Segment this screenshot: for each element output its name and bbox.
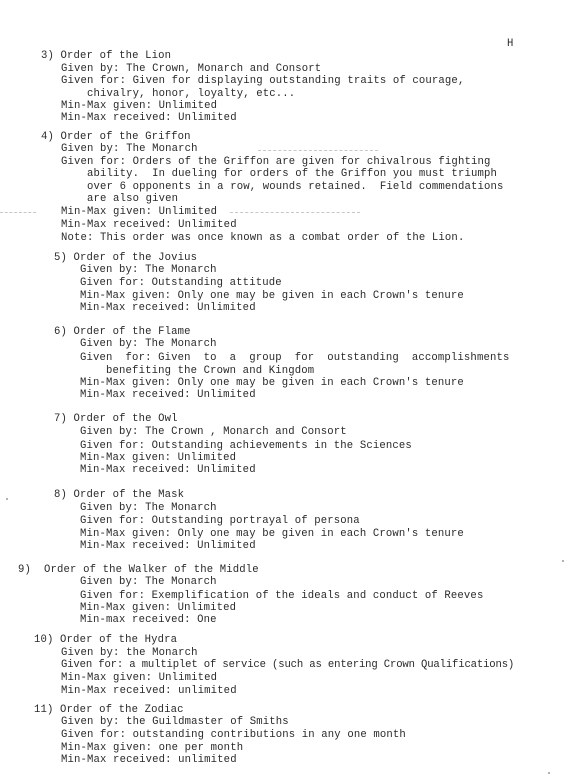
scan-speck: [548, 772, 550, 774]
order-number: 5): [54, 252, 68, 264]
order-title: Order of the Owl: [73, 413, 178, 425]
order-line: Min-Max received: Unlimited: [80, 389, 256, 401]
order-title: Order of the Walker of the Middle: [44, 564, 259, 576]
order-line: Min-Max received: Unlimited: [80, 540, 256, 552]
order-line: ability. In dueling for orders of the Griffon you must triumph: [61, 168, 497, 180]
order-line: Given by: The Monarch: [61, 143, 198, 155]
order-title: Order of the Griffon: [60, 131, 191, 143]
order-line: Min-Max given: Unlimited: [80, 602, 237, 614]
order-line: Min-Max given: Unlimited: [80, 452, 237, 464]
order-line: Min-Max given: Unlimited: [61, 672, 218, 684]
order-line: Given for: Exemplification of the ideals and conduct of Reeves: [80, 590, 484, 602]
order-line: Given by: the Monarch: [61, 647, 198, 659]
order-line: Min-Max given: one per month: [61, 742, 244, 754]
order-line: Min-Max received: Unlimited: [80, 464, 256, 476]
order-line: Min-Max given: Only one may be given in each Crown's tenure: [80, 377, 464, 389]
order-line: Given for: Outstanding portrayal of persona: [80, 515, 360, 527]
order-title: Order of the Jovius: [73, 252, 198, 264]
order-line: Given by: The Monarch: [80, 338, 217, 350]
order-number: 4): [41, 131, 55, 143]
order-note: Note: This order was once known as a combat order of the Lion.: [61, 232, 465, 244]
order-line: Given for: outstanding contributions in any one month: [61, 729, 406, 741]
order-title: Order of the Hydra: [60, 634, 178, 646]
order-line: Given for: Outstanding achievements in the Sciences: [80, 440, 412, 452]
order-line: Min-Max received: unlimited: [61, 754, 237, 766]
order-line: chivalry, honor, loyalty, etc...: [61, 88, 296, 100]
order-title: Order of the Flame: [73, 326, 191, 338]
scan-rule: [258, 150, 378, 151]
order-line: Min-Max received: Unlimited: [61, 112, 237, 124]
order-number: 8): [54, 489, 68, 501]
order-title: Order of the Mask: [73, 489, 185, 501]
order-line: Min-Max received: unlimited: [61, 685, 237, 697]
order-heading: [54, 413, 178, 425]
order-line: Min-Max received: Unlimited: [80, 302, 256, 314]
scan-speck: [6, 498, 8, 500]
order-heading: [34, 704, 184, 716]
page-number: H: [507, 38, 514, 50]
scan-rule: [230, 212, 360, 213]
order-line: Given by: The Crown, Monarch and Consort: [61, 63, 322, 75]
order-line: Min-Max given: Only one may be given in each Crown's tenure: [80, 290, 464, 302]
order-number: 3): [41, 50, 55, 62]
order-heading: [54, 252, 197, 264]
order-line: Given for: a multiplet of service (such as entering Crown Qualifications): [61, 659, 515, 671]
order-title: Order of the Lion: [60, 50, 172, 62]
scan-speck: [562, 560, 564, 562]
order-heading: [54, 326, 191, 338]
order-line: Given by: the Guildmaster of Smiths: [61, 716, 289, 728]
order-line: Given for: Orders of the Griffon are given for chivalrous fighting: [61, 156, 491, 168]
order-line: Min-max received: One: [80, 614, 217, 626]
order-line: are also given: [61, 193, 179, 205]
order-number: 6): [54, 326, 68, 338]
order-line: Given for: Outstanding attitude: [80, 277, 282, 289]
order-line: over 6 opponents in a row, wounds retained. Field commendations: [61, 181, 504, 193]
order-number: 10): [34, 634, 54, 646]
order-title: Order of the Zodiac: [60, 704, 184, 716]
order-line: Given by: The Monarch: [80, 264, 217, 276]
order-heading: [54, 489, 184, 501]
order-heading: [34, 634, 177, 646]
order-line: Given for: Given for displaying outstanding traits of courage,: [61, 75, 465, 87]
order-line: Min-Max given: Only one may be given in each Crown's tenure: [80, 528, 464, 540]
order-line: Min-Max given: Unlimited: [61, 206, 218, 218]
order-heading: [41, 50, 171, 62]
order-heading: [18, 564, 259, 576]
order-heading: [41, 131, 191, 143]
order-line: Min-Max received: Unlimited: [61, 219, 237, 231]
order-line: Given by: The Crown , Monarch and Consort: [80, 426, 347, 438]
order-line: Min-Max given: Unlimited: [61, 100, 218, 112]
order-line: Given for: Given to a group for outstanding accomplishments: [80, 352, 510, 364]
order-line: Given by: The Monarch: [80, 502, 217, 514]
order-line: Given by: The Monarch: [80, 576, 217, 588]
order-line: benefiting the Crown and Kingdom: [80, 365, 315, 377]
order-number: 11): [34, 704, 54, 716]
order-number: 9): [18, 564, 32, 576]
order-number: 7): [54, 413, 68, 425]
scan-rule: [0, 212, 36, 213]
